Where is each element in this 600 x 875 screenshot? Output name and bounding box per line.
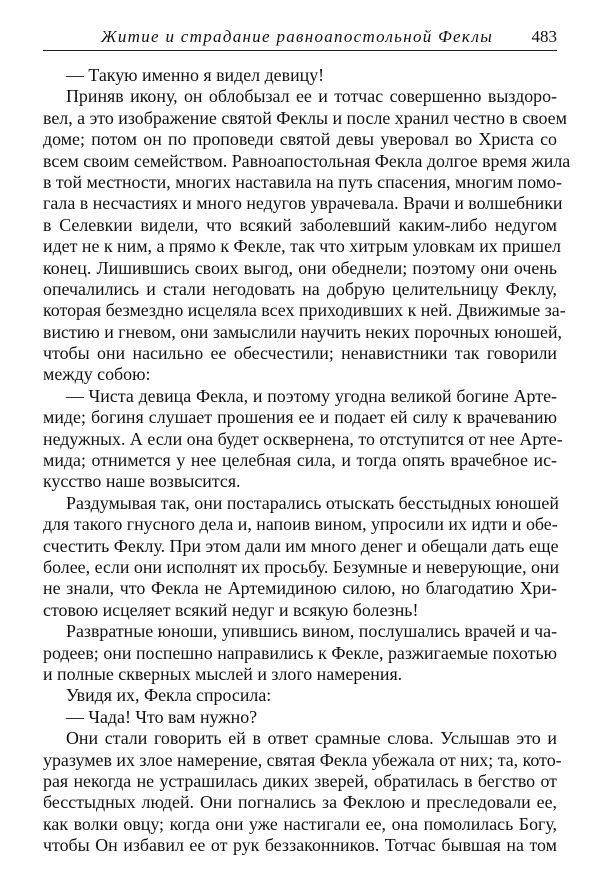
text-line: чтобы они насильно ее обесчестили; ненавистники так говорили xyxy=(43,343,557,364)
text-line: идет не к ним, а прямо к Фекле, так что хитрым уловкам их пришел xyxy=(43,236,561,257)
text-line: стовою исцеляет всякий недуг и всякую болезнь! xyxy=(43,599,419,620)
text-line: Развратные юноши, упившись вином, послушались врачей и ча- xyxy=(66,621,558,642)
text-line: которая безмездно исцеляла всех приходивших к ней. Движимые за- xyxy=(43,300,566,321)
running-header xyxy=(43,20,557,51)
text-line: не знали, что Фекла не Артемидиною силою, но благодатию Хри- xyxy=(43,578,557,599)
page-number: 483 xyxy=(531,27,557,46)
text-line: всем своим семейством. Равноапостольная Фекла долгое время жила xyxy=(43,150,571,171)
text-line: опечалились и стали негодовать на добрую целительницу Феклу, xyxy=(43,278,557,299)
text-line: недужных. А если она будет осквернена, то отступится от нее Арте- xyxy=(43,428,563,449)
text-line: как волки овцу; когда они уже настигали ее, она помолилась Богу, xyxy=(43,813,557,834)
text-line: родеев; они поспешно направились к Фекле, разжигаемые похотью xyxy=(43,642,557,663)
body-text xyxy=(43,65,571,856)
text-line: Раздумывая так, они постарались отыскать бесстыдных юношей xyxy=(66,492,559,513)
text-line: бесстыдных людей. Они погнались за Феклою и преследовали ее, xyxy=(43,792,557,813)
text-line: более, если они исполнят их просьбу. Безумные и неверующие, они xyxy=(43,556,560,577)
text-line: гала в несчастиях и много недугов уврачевала. Врачи и волшебники xyxy=(43,193,563,214)
text-line: рая некогда не устрашилась диких зверей, обратилась в бегство от xyxy=(43,770,557,791)
text-line: для такого гнусного дела и, напоив вином, упросили их идти и обе- xyxy=(43,514,558,535)
text-line: и полные скверных мыслей и злого намерения. xyxy=(43,663,403,684)
text-line: конец. Лишившись своих выгод, они обеднели; поэтому они очень xyxy=(43,257,557,278)
text-line: чтобы Он избавил ее от рук беззаконников. Тотчас бывшая на том xyxy=(43,835,557,856)
text-line: кусство наше возвысится. xyxy=(43,471,241,492)
text-line: Увидя их, Фекла спросила: xyxy=(66,685,272,706)
text-line: Приняв икону, он облобызал ее и тотчас совершенно выздоро- xyxy=(66,86,557,107)
text-line: мида; отнимется у нее целебная сила, и тогда опять врачебное ис- xyxy=(43,450,557,471)
text-line: Они стали говорить ей в ответ срамные слова. Услышав это и xyxy=(66,728,557,749)
text-line: миде; богиня слушает прошения ее и подает ей силу к врачеванию xyxy=(43,407,557,428)
text-line: уразумев их злое намерение, святая Фекла убежала от них; та, кото- xyxy=(43,749,562,770)
text-line: вел, а это изображение святой Феклы и после хранил честно в своем xyxy=(43,107,567,128)
text-line: вистию и гневом, они замыслили научить неких порочных юношей, xyxy=(43,321,563,342)
text-line: — Чиста девица Фекла, и поэтому угодна великой богине Арте- xyxy=(66,385,557,406)
text-line: в Селевкии видели, что всякий заболевший каким-либо недугом xyxy=(43,214,557,235)
text-line: — Такую именно я видел девицу! xyxy=(66,65,325,85)
running-header-title: Житие и страдание равноапостольной Феклы xyxy=(101,27,494,46)
text-line: — Чада! Что вам нужно? xyxy=(66,706,258,727)
text-line: доме; потом он по проповеди святой девы уверовал во Христа со xyxy=(43,129,557,150)
text-line: в той местности, многих наставила на путь спасения, многим помо- xyxy=(43,171,562,192)
text-line: между собою: xyxy=(43,364,151,385)
text-line: счестить Феклу. При этом дали им много денег и обещали дать еще xyxy=(43,535,559,556)
